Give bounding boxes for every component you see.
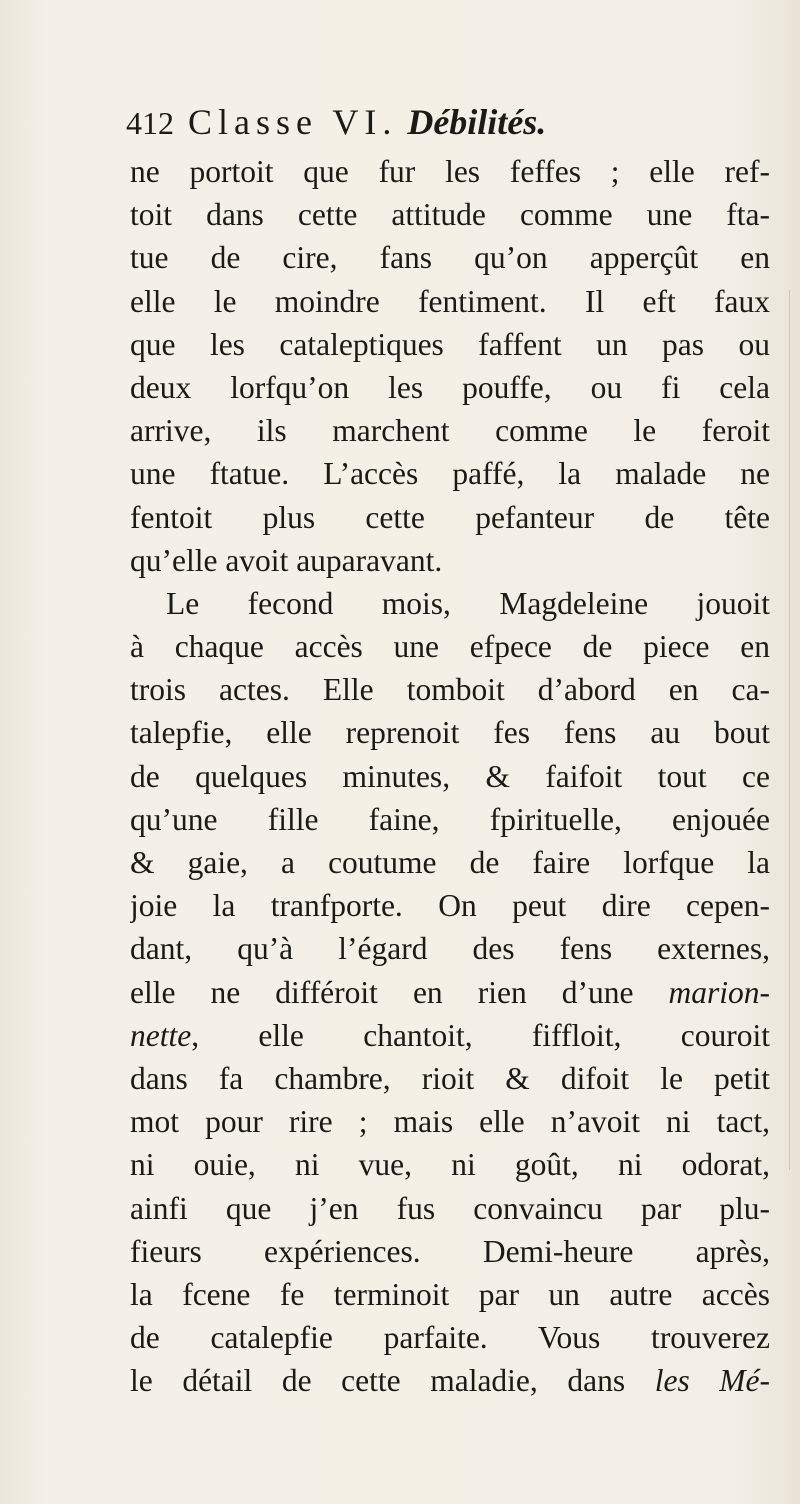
text-line: la fcene fe terminoit par un autre accès [130,1276,770,1312]
text-line: arrive, ils marchent comme le feroit [130,413,770,449]
class-title: Classe VI. [188,102,398,142]
body-text [130,150,770,1402]
text-line: joie la tranfporte. On peut dire cepen- [130,888,770,924]
text-line: qu’une fille faine, fpirituelle, enjouée [130,801,770,837]
text-line: dant, qu’à l’égard des fens externes, [130,931,770,967]
text-line: tue de cire, fans qu’on apperçût en [130,240,770,276]
text-line: dans fa chambre, rioit & difoit le petit [130,1060,770,1096]
page-edge-shadow [789,290,790,1170]
text-line: ne portoit que fur les feffes ; elle ref- [130,154,770,189]
text-line: elle ne différoit en rien d’une marion- [130,974,770,1010]
text-line: de catalepfie parfaite. Vous trouverez [130,1320,770,1356]
text-line: fieurs expériences. Demi-heure après, [130,1233,770,1269]
text-line: deux lorfqu’on les pouffe, ou fi cela [130,369,770,405]
text-line: ni ouie, ni vue, ni goût, ni odorat, [130,1147,770,1183]
text-line: elle le moindre fentiment. Il eft faux [130,283,770,319]
text-line: mot pour rire ; mais elle n’avoit ni tact, [130,1104,770,1140]
text-line: toit dans cette attitude comme une fta- [130,197,770,233]
text-line: une ftatue. L’accès paffé, la malade ne [130,456,770,492]
text-line: de quelques minutes, & faifoit tout ce [130,758,770,794]
text-line: ainfi que j’en fus convaincu par plu- [130,1190,770,1226]
italic-word: marion- [668,974,770,1010]
text-line: fentoit plus cette pefanteur de tête [130,499,770,535]
text-line: talepfie, elle reprenoit fes fens au bout [130,715,770,751]
text-line: nette, elle chantoit, fiffloit, couroit [130,1017,770,1053]
paragraph-start-line: Le fecond mois, Magdeleine jouoit [166,585,770,621]
text-line: que les cataleptiques faffent un pas ou [130,326,770,362]
page-number: 412 [126,105,174,141]
running-title: Débilités. [407,102,547,142]
text-line: trois actes. Elle tomboit d’abord en ca- [130,672,770,708]
text-line: à chaque accès une efpece de piece en [130,629,770,665]
running-head [126,97,766,147]
text-line: qu’elle avoit auparavant. [130,542,443,578]
italic-word: les Mé- [654,1363,770,1399]
italic-word: nette [130,1017,192,1053]
text-line: & gaie, a coutume de faire lorfque la [130,845,770,880]
text-line: le détail de cette maladie, dans les Mé- [130,1363,770,1399]
